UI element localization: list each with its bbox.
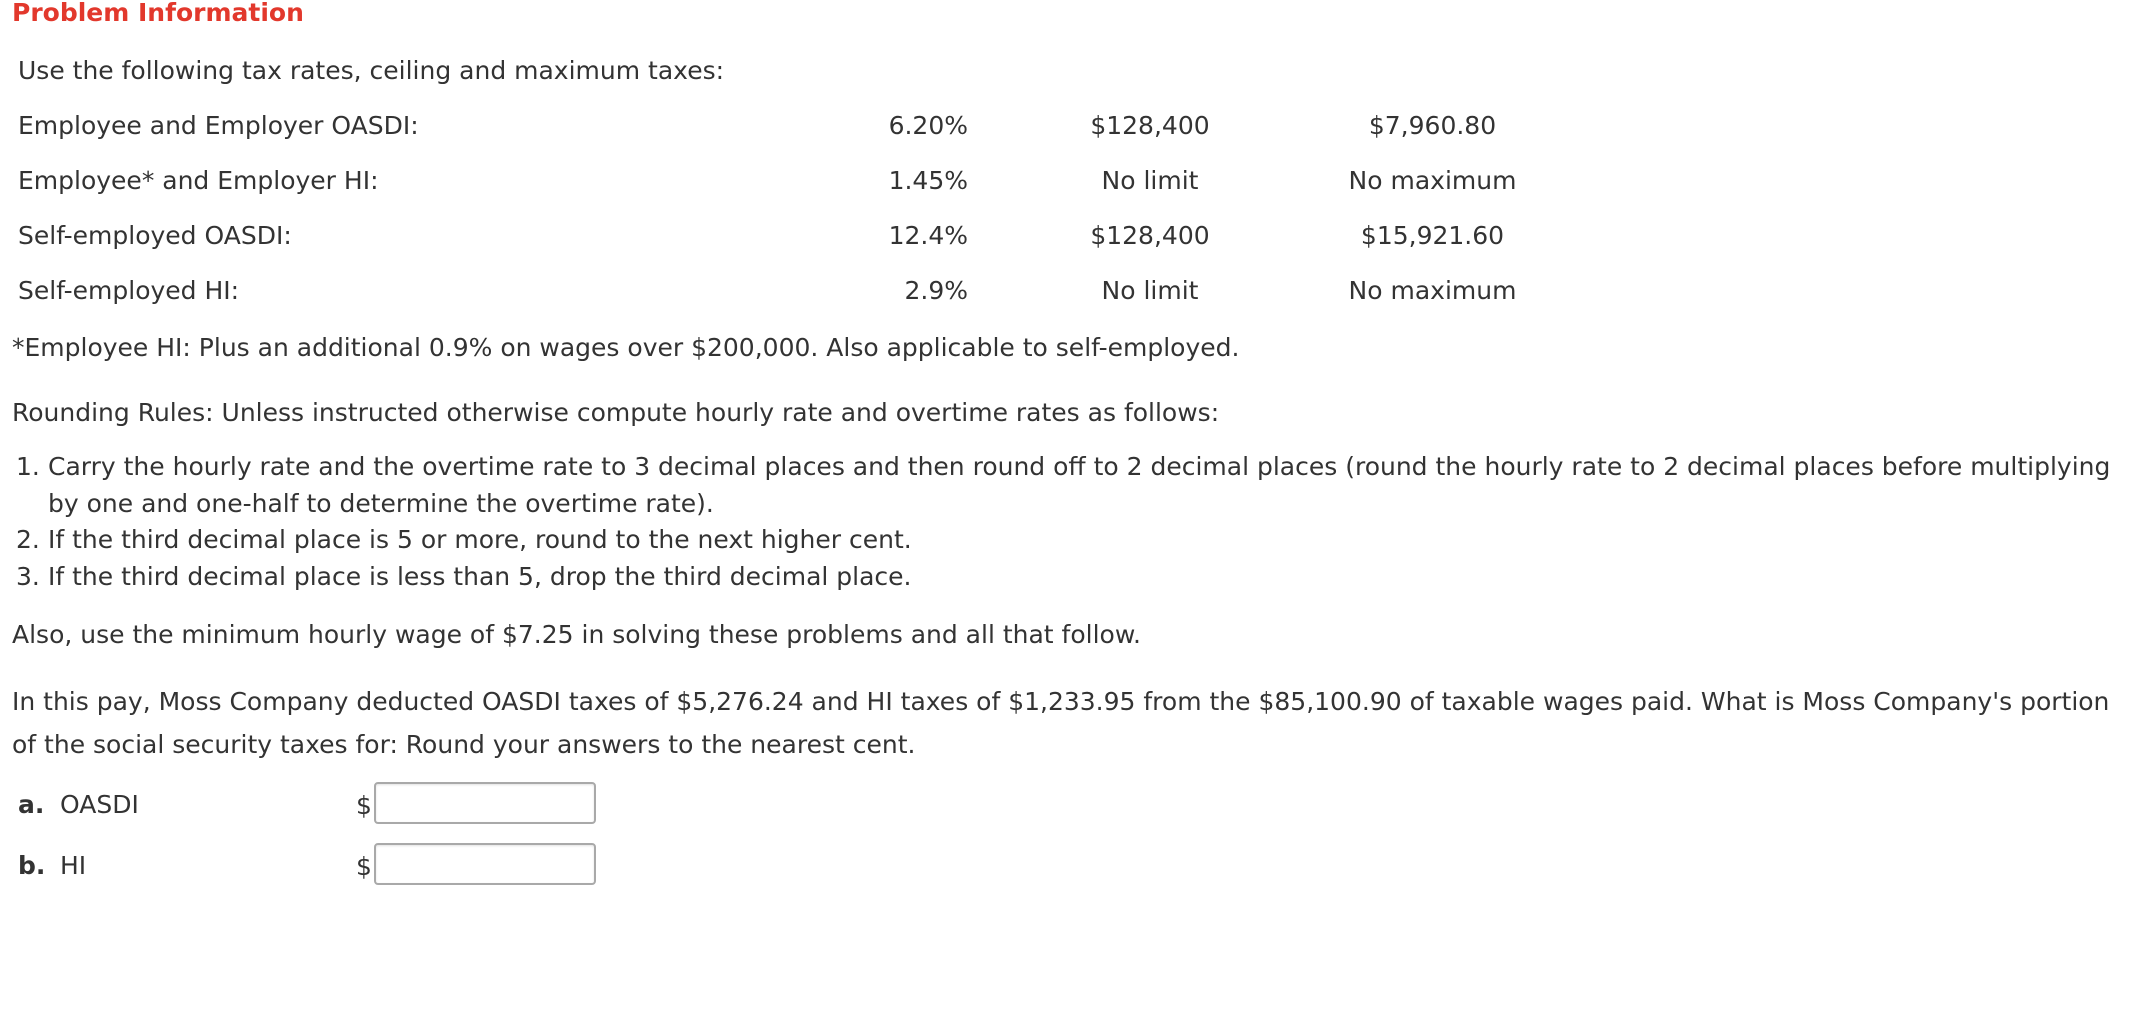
- dollar-sign: $: [356, 791, 372, 820]
- tax-row-max: No maximum: [1348, 166, 1517, 195]
- dollar-sign: $: [356, 852, 372, 881]
- rule-number: 1.: [16, 452, 40, 481]
- answer-letter: b.: [18, 851, 46, 880]
- tax-row-rate: 6.20%: [888, 111, 968, 140]
- answer-letter: a.: [18, 790, 45, 819]
- answer-label: HI: [60, 851, 87, 880]
- rule-text: If the third decimal place is 5 or more, round to the next higher cent.: [48, 525, 912, 554]
- intro-text: Use the following tax rates, ceiling and maximum taxes:: [18, 56, 725, 85]
- page-title: Problem Information: [12, 0, 304, 27]
- hi-answer-input[interactable]: [374, 843, 596, 885]
- rounding-rule: [16, 521, 2111, 558]
- rule-number: 2.: [16, 525, 40, 554]
- tax-row-ceiling: $128,400: [1090, 221, 1210, 250]
- tax-row-label: Employee* and Employer HI:: [18, 166, 379, 195]
- tax-row-ceiling: No limit: [1101, 276, 1199, 305]
- tax-row-rate: 1.45%: [888, 166, 968, 195]
- rule-number: 3.: [16, 562, 40, 591]
- tax-row-ceiling: No limit: [1101, 166, 1199, 195]
- rounding-rules-intro: Rounding Rules: Unless instructed otherwise compute hourly rate and overtime rates as follows:: [12, 398, 1220, 427]
- rounding-rule: [16, 558, 2111, 595]
- tax-row-label: Self-employed OASDI:: [18, 221, 292, 250]
- question-text: In this pay, Moss Company deducted OASDI taxes of $5,276.24 and HI taxes of $1,233.95 from the $85,100.90 of taxable wages paid. What is Moss Company's portion of the social security taxes for: Round your answers to the nearest cent.: [12, 687, 2110, 759]
- rule-text: If the third decimal place is less than 5, drop the third decimal place.: [48, 562, 912, 591]
- tax-row-rate: 2.9%: [904, 276, 968, 305]
- tax-row-max: $15,921.60: [1360, 221, 1505, 250]
- rule-text: Carry the hourly rate and the overtime rate to 3 decimal places and then round off to 2 decimal places (round the hourly rate to 2 decimal places before multiplying by one and one-half to determine the overtime rate).: [48, 452, 2111, 518]
- answer-label: OASDI: [60, 790, 139, 819]
- tax-row-max: No maximum: [1348, 276, 1517, 305]
- minimum-wage-note: Also, use the minimum hourly wage of $7.25 in solving these problems and all that follow.: [12, 620, 1141, 649]
- oasdi-answer-input[interactable]: [374, 782, 596, 824]
- tax-row-label: Employee and Employer OASDI:: [18, 111, 419, 140]
- rounding-rule: [16, 448, 2111, 522]
- tax-row-label: Self-employed HI:: [18, 276, 240, 305]
- tax-row-max: $7,960.80: [1368, 111, 1497, 140]
- tax-row-ceiling: $128,400: [1090, 111, 1210, 140]
- tax-row-rate: 12.4%: [888, 221, 968, 250]
- footnote: *Employee HI: Plus an additional 0.9% on wages over $200,000. Also applicable to self-employed.: [12, 333, 1240, 362]
